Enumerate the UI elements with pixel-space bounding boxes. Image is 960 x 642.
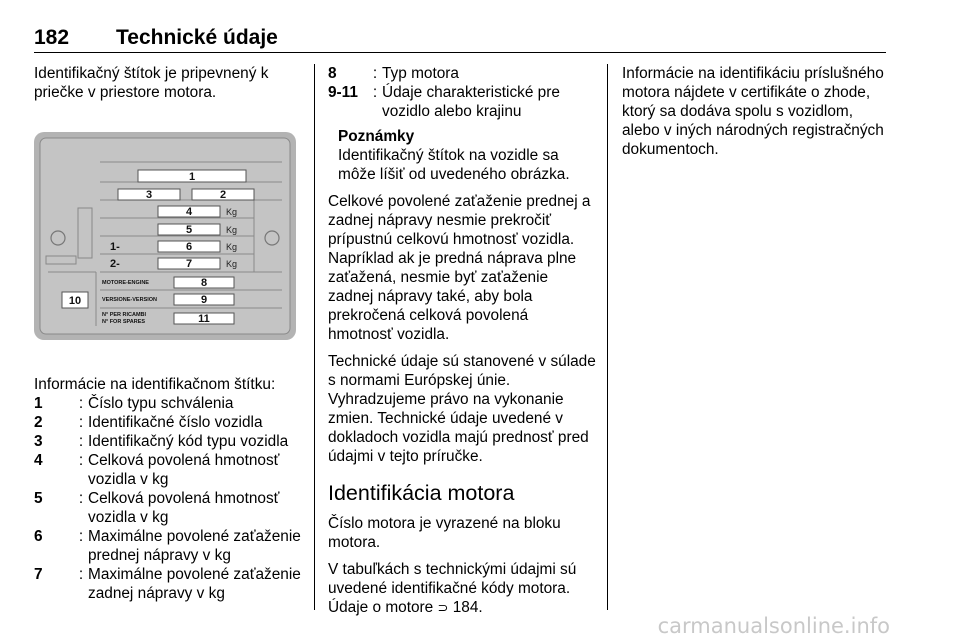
plate-definition-list-continued: [328, 64, 596, 121]
item-key: 5: [34, 490, 43, 507]
plate-label-1: 1: [188, 171, 196, 183]
list-item: 8 : Typ motora: [328, 64, 596, 83]
column-3: [622, 64, 890, 167]
identification-plate-diagram: [34, 132, 296, 340]
item-key: 3: [34, 433, 43, 450]
plate-label-8: 8: [200, 277, 208, 289]
list-item: 6 : Maximálne povolené zaťaženie prednej nápravy v kg: [34, 528, 301, 564]
section-heading: Identifikácia motora: [328, 481, 515, 505]
identification-plate-figure: [34, 132, 302, 345]
plate-kg-4: Kg: [226, 207, 238, 217]
note-box: [338, 127, 596, 184]
list-item: 1 : Číslo typu schválenia: [34, 394, 302, 413]
item-text: Celková povolená hmotnosť vozidla v kg: [88, 490, 280, 526]
plate-label-4: 4: [185, 206, 193, 218]
plate-label-10: 10: [68, 295, 82, 307]
item-key: 8: [328, 65, 337, 82]
plate-label-9: 9: [200, 294, 208, 306]
engine-codes-paragraph: V tabuľkách s technickými údajmi sú uvedené identifikačné kódy motora. Údaje o motore ⊃ 184.: [328, 561, 577, 616]
item-text: Číslo typu schválenia: [88, 395, 234, 412]
plate-label-3: 3: [145, 189, 153, 201]
item-key: 4: [34, 452, 43, 469]
item-text: Údaje charakteristické pre vozidlo alebo krajinu: [382, 84, 560, 120]
plate-label-11: 11: [198, 313, 210, 325]
page-reference-arrow-icon: ⊃: [437, 600, 449, 615]
list-item: 9-11 : Údaje charakteristické pre vozidlo alebo krajinu: [328, 83, 596, 121]
list-item: 4 : Celková povolená hmotnosť vozidla v kg: [34, 451, 302, 489]
plate-axle-1: 1-: [110, 241, 120, 253]
item-key: 9-11: [328, 84, 358, 101]
item-text: Celková povolená hmotnosť vozidla v kg: [88, 452, 280, 488]
page-header: [34, 22, 886, 53]
list-item: 2 : Identifikačné číslo vozidla: [34, 413, 302, 432]
note-title: Poznámky: [338, 128, 415, 145]
item-text: Maximálne povolené zaťaženie zadnej nápravy v kg: [88, 566, 301, 602]
watermark: carmanualsonline.info: [657, 614, 890, 638]
column-1: [34, 64, 302, 603]
item-text: Identifikačný kód typu vozidla: [88, 433, 289, 450]
item-text: Identifikačné číslo vozidla: [88, 414, 263, 431]
plate-versione-version: VERSIONE-VERSION: [102, 297, 158, 303]
plate-motore-engine: MOTORE-ENGINE: [102, 280, 149, 286]
page-reference-link[interactable]: 184.: [452, 599, 483, 616]
plate-label-5: 5: [185, 224, 193, 236]
column-divider-1: [314, 64, 315, 610]
item-key: 1: [34, 395, 43, 412]
intro-text: Identifikačný štítok je pripevnený k priečke v priestore motora.: [34, 65, 269, 101]
page-title: Technické údaje: [116, 26, 278, 49]
note-text: Identifikačný štítok na vozidle sa môže líšiť od uvedeného obrázka.: [338, 147, 570, 183]
plate-label-2: 2: [219, 189, 227, 201]
engine-number-paragraph: Číslo motora je vyrazené na bloku motora.: [328, 515, 561, 551]
list-item: 3 : Identifikačný kód typu vozidla: [34, 432, 302, 451]
plate-kg-7: Kg: [226, 259, 238, 269]
info-heading: Informácie na identifikačnom štítku:: [34, 376, 276, 393]
plate-label-7: 7: [185, 258, 193, 270]
column-2: [328, 64, 596, 625]
plate-per-ricambi: N° PER RICAMBI: [102, 312, 147, 318]
plate-kg-5: Kg: [226, 225, 238, 235]
list-item: 7 : Maximálne povolené zaťaženie zadnej nápravy v kg: [34, 566, 301, 602]
axle-load-paragraph: Celkové povolené zaťaženie prednej a zadnej nápravy nesmie prekročiť prípustnú celkovú hmotnosť vozidla. Napríklad ak je predná náprava plne zaťažená, nesmie byť zaťaženie zadnej nápravy také, aby bola prekročená celková povolená hmotnosť vozidla.: [328, 193, 591, 343]
item-key: 7: [34, 566, 43, 583]
plate-for-spares: N° FOR SPARES: [102, 319, 146, 325]
item-text: Maximálne povolené zaťaženie prednej nápravy v kg: [88, 528, 301, 564]
plate-axle-2: 2-: [110, 258, 120, 270]
list-item: 5 : Celková povolená hmotnosť vozidla v kg: [34, 489, 302, 527]
technical-data-paragraph: Technické údaje sú stanovené v súlade s normami Európskej únie. Vyhradzujeme právo na vykonanie zmien. Technické údaje uvedené v dokladoch vozidla majú prednosť pred údajmi v tejto príručke.: [328, 353, 596, 465]
item-key: 6: [34, 528, 43, 545]
plate-definition-list: [34, 394, 302, 603]
item-key: 2: [34, 414, 43, 431]
page-number: 182: [34, 26, 70, 49]
engine-identification-paragraph: Informácie na identifikáciu príslušného motora nájdete v certifikáte o zhode, ktorý sa dodáva spolu s vozidlom, alebo v iných národných registračných dokumentoch.: [622, 65, 884, 158]
plate-label-6: 6: [185, 241, 193, 253]
plate-kg-6: Kg: [226, 242, 238, 252]
item-text: Typ motora: [382, 65, 459, 82]
column-divider-2: [607, 64, 608, 610]
